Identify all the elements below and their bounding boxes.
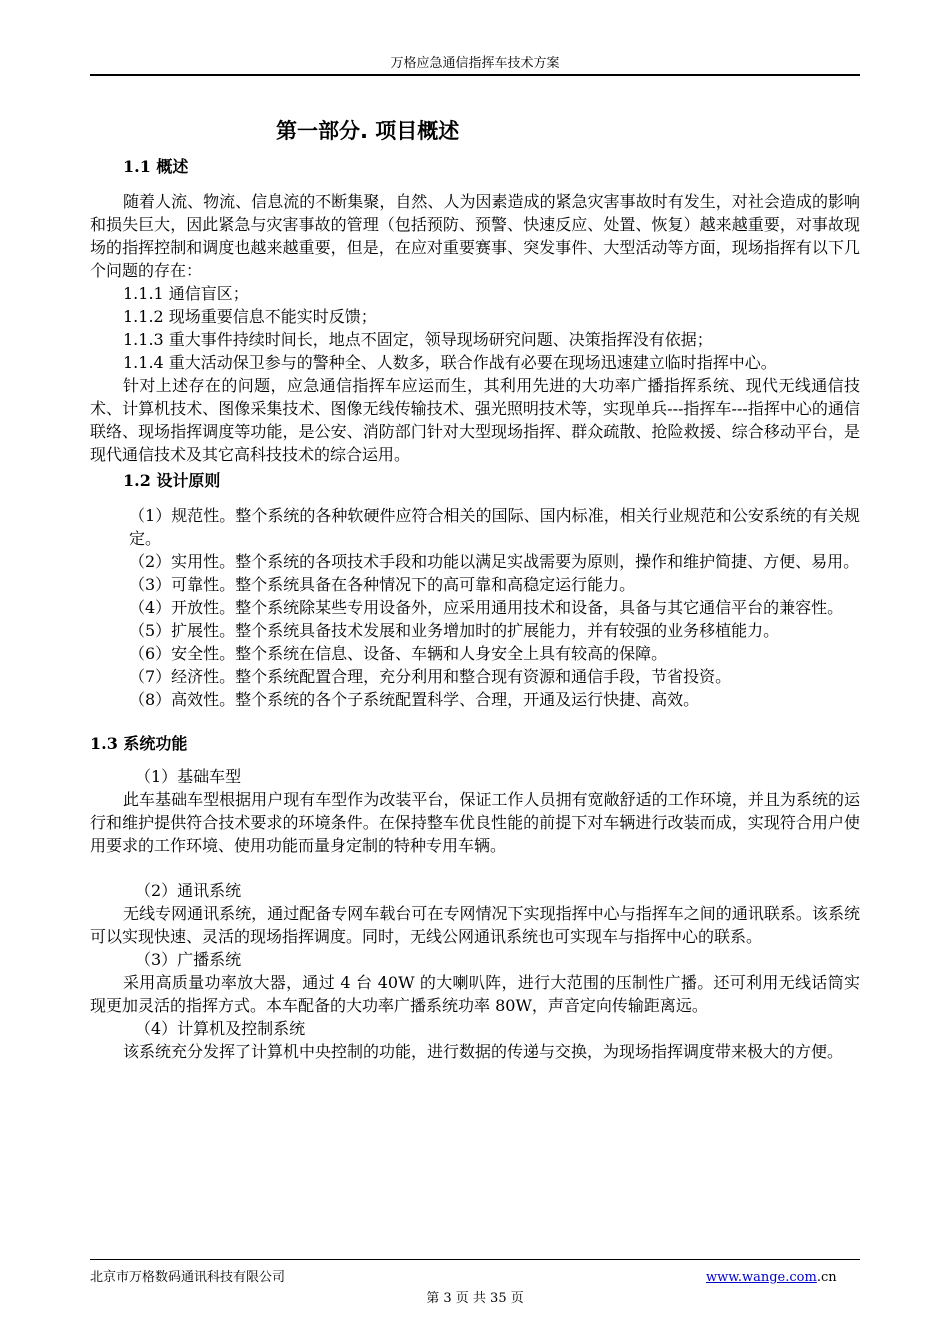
subsection-text: 此车基础车型根据用户现有车型作为改装平台，保证工作人员拥有宽敞舒适的工作环境，并且为系统的运行和维护提供符合技术要求的环境条件。在保持整车优良性能的前提下对车辆进行改装而成，实现符合用户使用要求的工作环境、使用功能而量身定制的特种专用车辆。 [90, 790, 860, 855]
principle-item: （7）经济性。整个系统配置合理，充分利用和整合现有资源和通信手段，节省投资。 [129, 667, 732, 686]
principle-item: （5）扩展性。整个系统具备技术发展和业务增加时的扩展能力，并有较强的业务移植能力。 [129, 621, 780, 640]
section-heading-1-1: 1.1 概述 [123, 157, 189, 176]
footer-website [706, 1270, 837, 1286]
overview-paragraph: 随着人流、物流、信息流的不断集聚，自然、人为因素造成的紧急灾害事故时有发生，对社会造成的影响和损失巨大，因此紧急与灾害事故的管理（包括预防、预警、快速反应、处置、恢复）越来越重要，对事故现场的指挥控制和调度也越来越重要，但是，在应对重要赛事、突发事件、大型活动等方面，现场指挥有以下几个问题的存在： [90, 192, 860, 280]
header-rule [90, 74, 860, 76]
website-suffix: .cn [816, 1270, 837, 1285]
principle-item: （1）规范性。整个系统的各种软硬件应符合相关的国际、国内标准，相关行业规范和公安系统的有关规定。 [129, 506, 860, 548]
problem-item: 1.1.3 重大事件持续时间长，地点不固定，领导现场研究问题、决策指挥没有依据； [123, 330, 713, 349]
footer-company: 北京市万格数码通讯科技有限公司 [90, 1270, 286, 1285]
problem-item: 1.1.1 通信盲区； [123, 284, 249, 303]
problem-item: 1.1.2 现场重要信息不能实时反馈； [123, 307, 377, 326]
part-title: 第一部分. 项目概述 [276, 119, 460, 143]
principle-item: （3）可靠性。整个系统具备在各种情况下的高可靠和高稳定运行能力。 [129, 575, 636, 594]
subsection-title: （2）通讯系统 [135, 881, 242, 900]
principle-item: （6）安全性。整个系统在信息、设备、车辆和人身安全上具有较高的保障。 [129, 644, 668, 663]
section-heading-1-3: 1.3 系统功能 [90, 734, 188, 753]
footer-rule [90, 1259, 860, 1260]
principle-item: （4）开放性。整个系统除某些专用设备外，应采用通用技术和设备，具备与其它通信平台的兼容性。 [129, 598, 844, 617]
running-header: 万格应急通信指挥车技术方案 [390, 56, 560, 71]
subsection-text: 采用高质量功率放大器，通过 4 台 40W 的大喇叭阵，进行大范围的压制性广播。还可利用无线话筒实现更加灵活的指挥方式。本车配备的大功率广播系统功率 80W，声音定向传输距离远。 [90, 973, 860, 1015]
page-number: 第 3 页 共 35 页 [426, 1291, 524, 1306]
solution-paragraph: 针对上述存在的问题，应急通信指挥车应运而生，其利用先进的大功率广播指挥系统、现代无线通信技术、计算机技术、图像采集技术、图像无线传输技术、强光照明技术等，实现单兵---指挥车---指挥中心的通信联络、现场指挥调度等功能，是公安、消防部门针对大型现场指挥、群众疏散、抢险救援、综合移动平台，是现代通信技术及其它高科技技术的综合运用。 [90, 376, 860, 464]
principle-item: （8）高效性。整个系统的各个子系统配置科学、合理，开通及运行快捷、高效。 [129, 690, 700, 709]
website-link[interactable]: www.wange.com [706, 1270, 817, 1285]
principle-item: （2）实用性。整个系统的各项技术手段和功能以满足实战需要为原则，操作和维护简捷、方便、易用。 [129, 552, 860, 571]
subsection-text: 该系统充分发挥了计算机中央控制的功能，进行数据的传递与交换，为现场指挥调度带来极大的方便。 [123, 1042, 844, 1061]
document-body [90, 110, 860, 1063]
subsection-title: （4）计算机及控制系统 [135, 1019, 306, 1038]
problem-item: 1.1.4 重大活动保卫参与的警种全、人数多，联合作战有必要在现场迅速建立临时指挥中心。 [123, 353, 777, 372]
subsection-title: （1）基础车型 [135, 767, 242, 786]
subsection-title: （3）广播系统 [135, 950, 242, 969]
subsection-text: 无线专网通讯系统，通过配备专网车载台可在专网情况下实现指挥中心与指挥车之间的通讯联系。该系统可以实现快速、灵活的现场指挥调度。同时，无线公网通讯系统也可实现车与指挥中心的联系。 [90, 904, 860, 946]
section-heading-1-2: 1.2 设计原则 [123, 471, 221, 490]
